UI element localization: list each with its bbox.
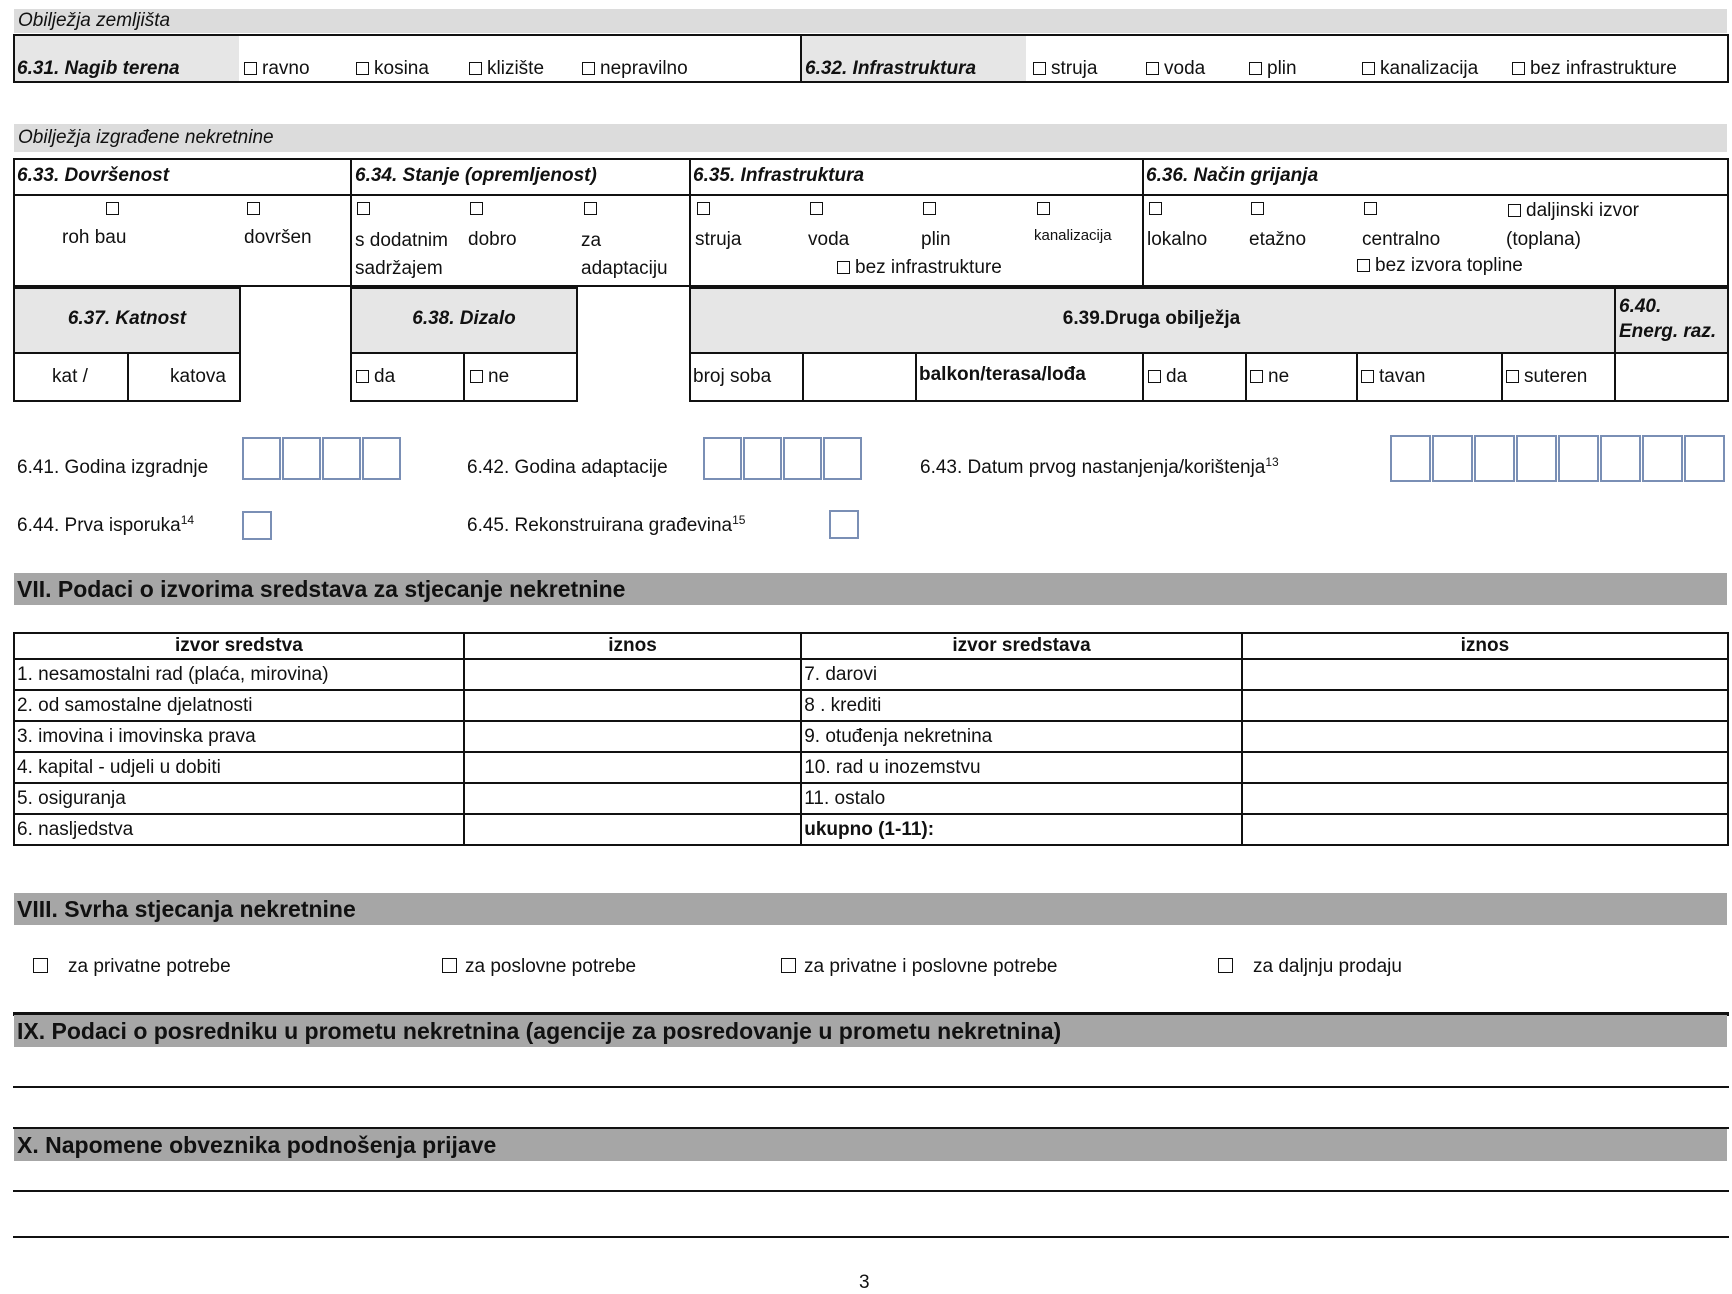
checkbox-rohbau-icon[interactable]: [106, 202, 119, 215]
year-adapt-label: 6.42. Godina adaptacije: [467, 457, 668, 478]
land-infra-kanalizacija[interactable]: kanalizacija: [1362, 58, 1478, 80]
funds-section-title: VII. Podaci o izvorima sredstava za stjecanje nekretnine: [14, 573, 1727, 605]
broker-section-title: IX. Podaci o posredniku u prometu nekretnina (agencije za posredovanje u prometu nekretnina): [14, 1015, 1727, 1047]
checkbox-dovrsen-icon[interactable]: [247, 202, 260, 215]
first-supply-checkbox[interactable]: [242, 511, 272, 540]
year-adapt-digit-1[interactable]: [703, 437, 742, 480]
heating-daljinski[interactable]: daljinski izvor: [1508, 200, 1639, 222]
checkbox-icon[interactable]: [582, 62, 595, 75]
state-dobro: dobro: [468, 229, 517, 250]
purpose-business[interactable]: za poslovne potrebe: [442, 956, 636, 978]
year-built-digit-1[interactable]: [242, 437, 281, 480]
b-infra-kanalizacija: kanalizacija: [1034, 227, 1112, 244]
elevator-label: 6.38. Dizalo: [412, 308, 516, 329]
first-use-digit-3[interactable]: [1474, 435, 1515, 482]
table-row: 5. osiguranja 11. ostalo: [14, 783, 1728, 814]
state-adaptacija: za adaptaciju: [581, 230, 668, 279]
heating-toplana: (toplana): [1506, 229, 1581, 250]
checkbox-icon[interactable]: [470, 370, 483, 383]
year-adapt-digit-3[interactable]: [783, 437, 822, 480]
checkbox-icon[interactable]: [1250, 370, 1263, 383]
checkbox-dobro-icon[interactable]: [470, 202, 483, 215]
checkbox-icon[interactable]: [442, 958, 457, 973]
notes-input[interactable]: [13, 1162, 1729, 1237]
amount-cell[interactable]: [464, 783, 801, 814]
year-built-label: 6.41. Godina izgradnje: [17, 457, 209, 478]
checkbox-icon[interactable]: [1361, 370, 1374, 383]
checkbox-icon[interactable]: [1362, 62, 1375, 75]
checkbox-icon[interactable]: [356, 370, 369, 383]
checkbox-icon[interactable]: [356, 62, 369, 75]
amount-cell[interactable]: [1242, 721, 1728, 752]
checkbox-dodatni-icon[interactable]: [357, 202, 370, 215]
amount-cell[interactable]: [1242, 690, 1728, 721]
first-use-digit-7[interactable]: [1642, 435, 1683, 482]
col-amount2-header: iznos: [1242, 633, 1728, 659]
checkbox-icon[interactable]: [1512, 62, 1525, 75]
first-use-digit-6[interactable]: [1600, 435, 1641, 482]
rooms-input[interactable]: [804, 354, 913, 400]
checkbox-b-kanal-icon[interactable]: [1037, 202, 1050, 215]
heating-etazno: etažno: [1249, 229, 1307, 250]
first-use-digit-2[interactable]: [1432, 435, 1473, 482]
tavan-option[interactable]: tavan: [1361, 366, 1425, 388]
amount-cell[interactable]: [1242, 659, 1728, 690]
first-use-digit-5[interactable]: [1558, 435, 1599, 482]
checkbox-icon[interactable]: [1357, 259, 1370, 272]
balcony-label: balkon/terasa/lođa: [919, 364, 1086, 385]
first-use-label: 6.43. Datum prvog nastanjenja/korištenja$^{13}$: [920, 455, 1279, 478]
purpose-resale[interactable]: za daljnju prodaju: [1218, 956, 1402, 978]
heating-centralno: centralno: [1362, 229, 1441, 250]
heating-label: 6.36. Način grijanja: [1146, 165, 1319, 186]
year-built-digit-4[interactable]: [362, 437, 401, 480]
completion-label: 6.33. Dovršenost: [17, 165, 170, 186]
first-use-digit-8[interactable]: [1684, 435, 1725, 482]
notes-section-title: X. Napomene obveznika podnošenja prijave: [14, 1129, 1727, 1161]
checkbox-icon[interactable]: [1033, 62, 1046, 75]
amount-cell[interactable]: [1242, 752, 1728, 783]
table-row: 6. nasljedstva ukupno (1-11):: [14, 814, 1728, 845]
b-infra-plin: plin: [921, 229, 951, 250]
amount-cell[interactable]: [464, 659, 801, 690]
completion-rohbau: roh bau: [62, 227, 127, 248]
land-infra-struja[interactable]: struja: [1033, 58, 1097, 80]
checkbox-icon[interactable]: [33, 958, 48, 973]
first-supply-label: 6.44. Prva isporuka$^{14}$: [17, 513, 195, 536]
checkbox-b-struja-icon[interactable]: [697, 202, 710, 215]
first-use-digit-4[interactable]: [1516, 435, 1557, 482]
broker-input[interactable]: [13, 1048, 1729, 1085]
balcony-ne[interactable]: ne: [1250, 366, 1289, 388]
checkbox-icon[interactable]: [1218, 958, 1233, 973]
purpose-private[interactable]: za privatne potrebe: [33, 956, 231, 978]
col-amount-header: iznos: [464, 633, 801, 659]
building-section-header: Obilježja izgrađene nekretnine: [14, 124, 1727, 152]
page-number: 3: [859, 1272, 870, 1293]
purpose-section-title: VIII. Svrha stjecanja nekretnine: [14, 893, 1727, 925]
checkbox-icon[interactable]: [469, 62, 482, 75]
rooms-label: broj soba: [693, 366, 772, 387]
checkbox-b-voda-icon[interactable]: [810, 202, 823, 215]
amount-cell[interactable]: [1242, 783, 1728, 814]
funds-table: [13, 632, 1729, 846]
elevator-ne[interactable]: ne: [470, 366, 509, 388]
slope-option-nepravilno[interactable]: nepravilno: [582, 58, 688, 80]
state-dodatni: s dodatnim sadržajem: [355, 230, 448, 279]
reconstructed-checkbox[interactable]: [829, 510, 859, 539]
heating-none[interactable]: bez izvora topline: [1357, 255, 1523, 277]
table-row: 4. kapital - udjeli u dobiti 10. rad u inozemstvu: [14, 752, 1728, 783]
slope-option-kliziste[interactable]: klizište: [469, 58, 544, 80]
completion-dovrsen: dovršen: [244, 227, 312, 248]
land-section-header: Obilježja zemljišta: [14, 9, 1727, 33]
first-use-digit-1[interactable]: [1390, 435, 1431, 482]
checkbox-lokalno-icon[interactable]: [1149, 202, 1162, 215]
checkbox-adaptacija-icon[interactable]: [584, 202, 597, 215]
energy-input[interactable]: [1616, 354, 1727, 400]
checkbox-etazno-icon[interactable]: [1251, 202, 1264, 215]
b-infra-none[interactable]: bez infrastrukture: [837, 257, 1002, 279]
table-row: 1. nesamostalni rad (plaća, mirovina) 7. darovi: [14, 659, 1728, 690]
building-infra-label: 6.35. Infrastruktura: [693, 165, 865, 186]
energy-label: 6.40. Energ. raz.: [1619, 296, 1717, 342]
amount-cell[interactable]: [464, 814, 801, 845]
amount-cell[interactable]: [464, 721, 801, 752]
land-infra-plin[interactable]: plin: [1249, 58, 1297, 80]
col-source2-header: izvor sredstava: [801, 633, 1242, 659]
total-amount-cell[interactable]: [1242, 814, 1728, 845]
balcony-da[interactable]: da: [1148, 366, 1187, 388]
purpose-both[interactable]: za privatne i poslovne potrebe: [781, 956, 1058, 978]
reconstructed-label: 6.45. Rekonstruirana građevina$^{15}$: [467, 513, 746, 536]
checkbox-icon[interactable]: [1506, 370, 1519, 383]
slope-option-ravno[interactable]: ravno: [244, 58, 310, 80]
year-adapt-digit-4[interactable]: [823, 437, 862, 480]
table-row: 3. imovina i imovinska prava 9. otuđenja nekretnina: [14, 721, 1728, 752]
checkbox-icon[interactable]: [244, 62, 257, 75]
checkbox-icon[interactable]: [1146, 62, 1159, 75]
checkbox-icon[interactable]: [781, 958, 796, 973]
land-infra-label: 6.32. Infrastruktura: [805, 58, 977, 79]
land-infra-voda[interactable]: voda: [1146, 58, 1205, 80]
floors-label: 6.37. Katnost: [67, 308, 187, 329]
checkbox-icon[interactable]: [1249, 62, 1262, 75]
amount-cell[interactable]: [464, 690, 801, 721]
col-source-header: izvor sredstva: [14, 633, 464, 659]
floors-kat: kat /: [52, 366, 88, 387]
amount-cell[interactable]: [464, 752, 801, 783]
suteren-option[interactable]: suteren: [1506, 366, 1587, 388]
checkbox-centralno-icon[interactable]: [1364, 202, 1377, 215]
slope-label: 6.31. Nagib terena: [17, 58, 180, 79]
floors-katova: katova: [170, 366, 226, 387]
other-label: 6.39.Druga obilježja: [1062, 308, 1241, 329]
checkbox-b-plin-icon[interactable]: [923, 202, 936, 215]
slope-option-kosina[interactable]: kosina: [356, 58, 429, 80]
b-infra-struja: struja: [695, 229, 742, 250]
state-label: 6.34. Stanje (opremljenost): [355, 165, 597, 186]
heating-lokalno: lokalno: [1147, 229, 1208, 250]
land-infra-none[interactable]: bez infrastrukture: [1512, 58, 1677, 80]
year-built-digit-2[interactable]: [282, 437, 321, 480]
checkbox-icon[interactable]: [1508, 204, 1521, 217]
elevator-da[interactable]: da: [356, 366, 395, 388]
table-row: 2. od samostalne djelatnosti 8 . krediti: [14, 690, 1728, 721]
year-built-digit-3[interactable]: [322, 437, 361, 480]
year-adapt-digit-2[interactable]: [743, 437, 782, 480]
checkbox-icon[interactable]: [1148, 370, 1161, 383]
b-infra-voda: voda: [808, 229, 850, 250]
checkbox-icon[interactable]: [837, 261, 850, 274]
